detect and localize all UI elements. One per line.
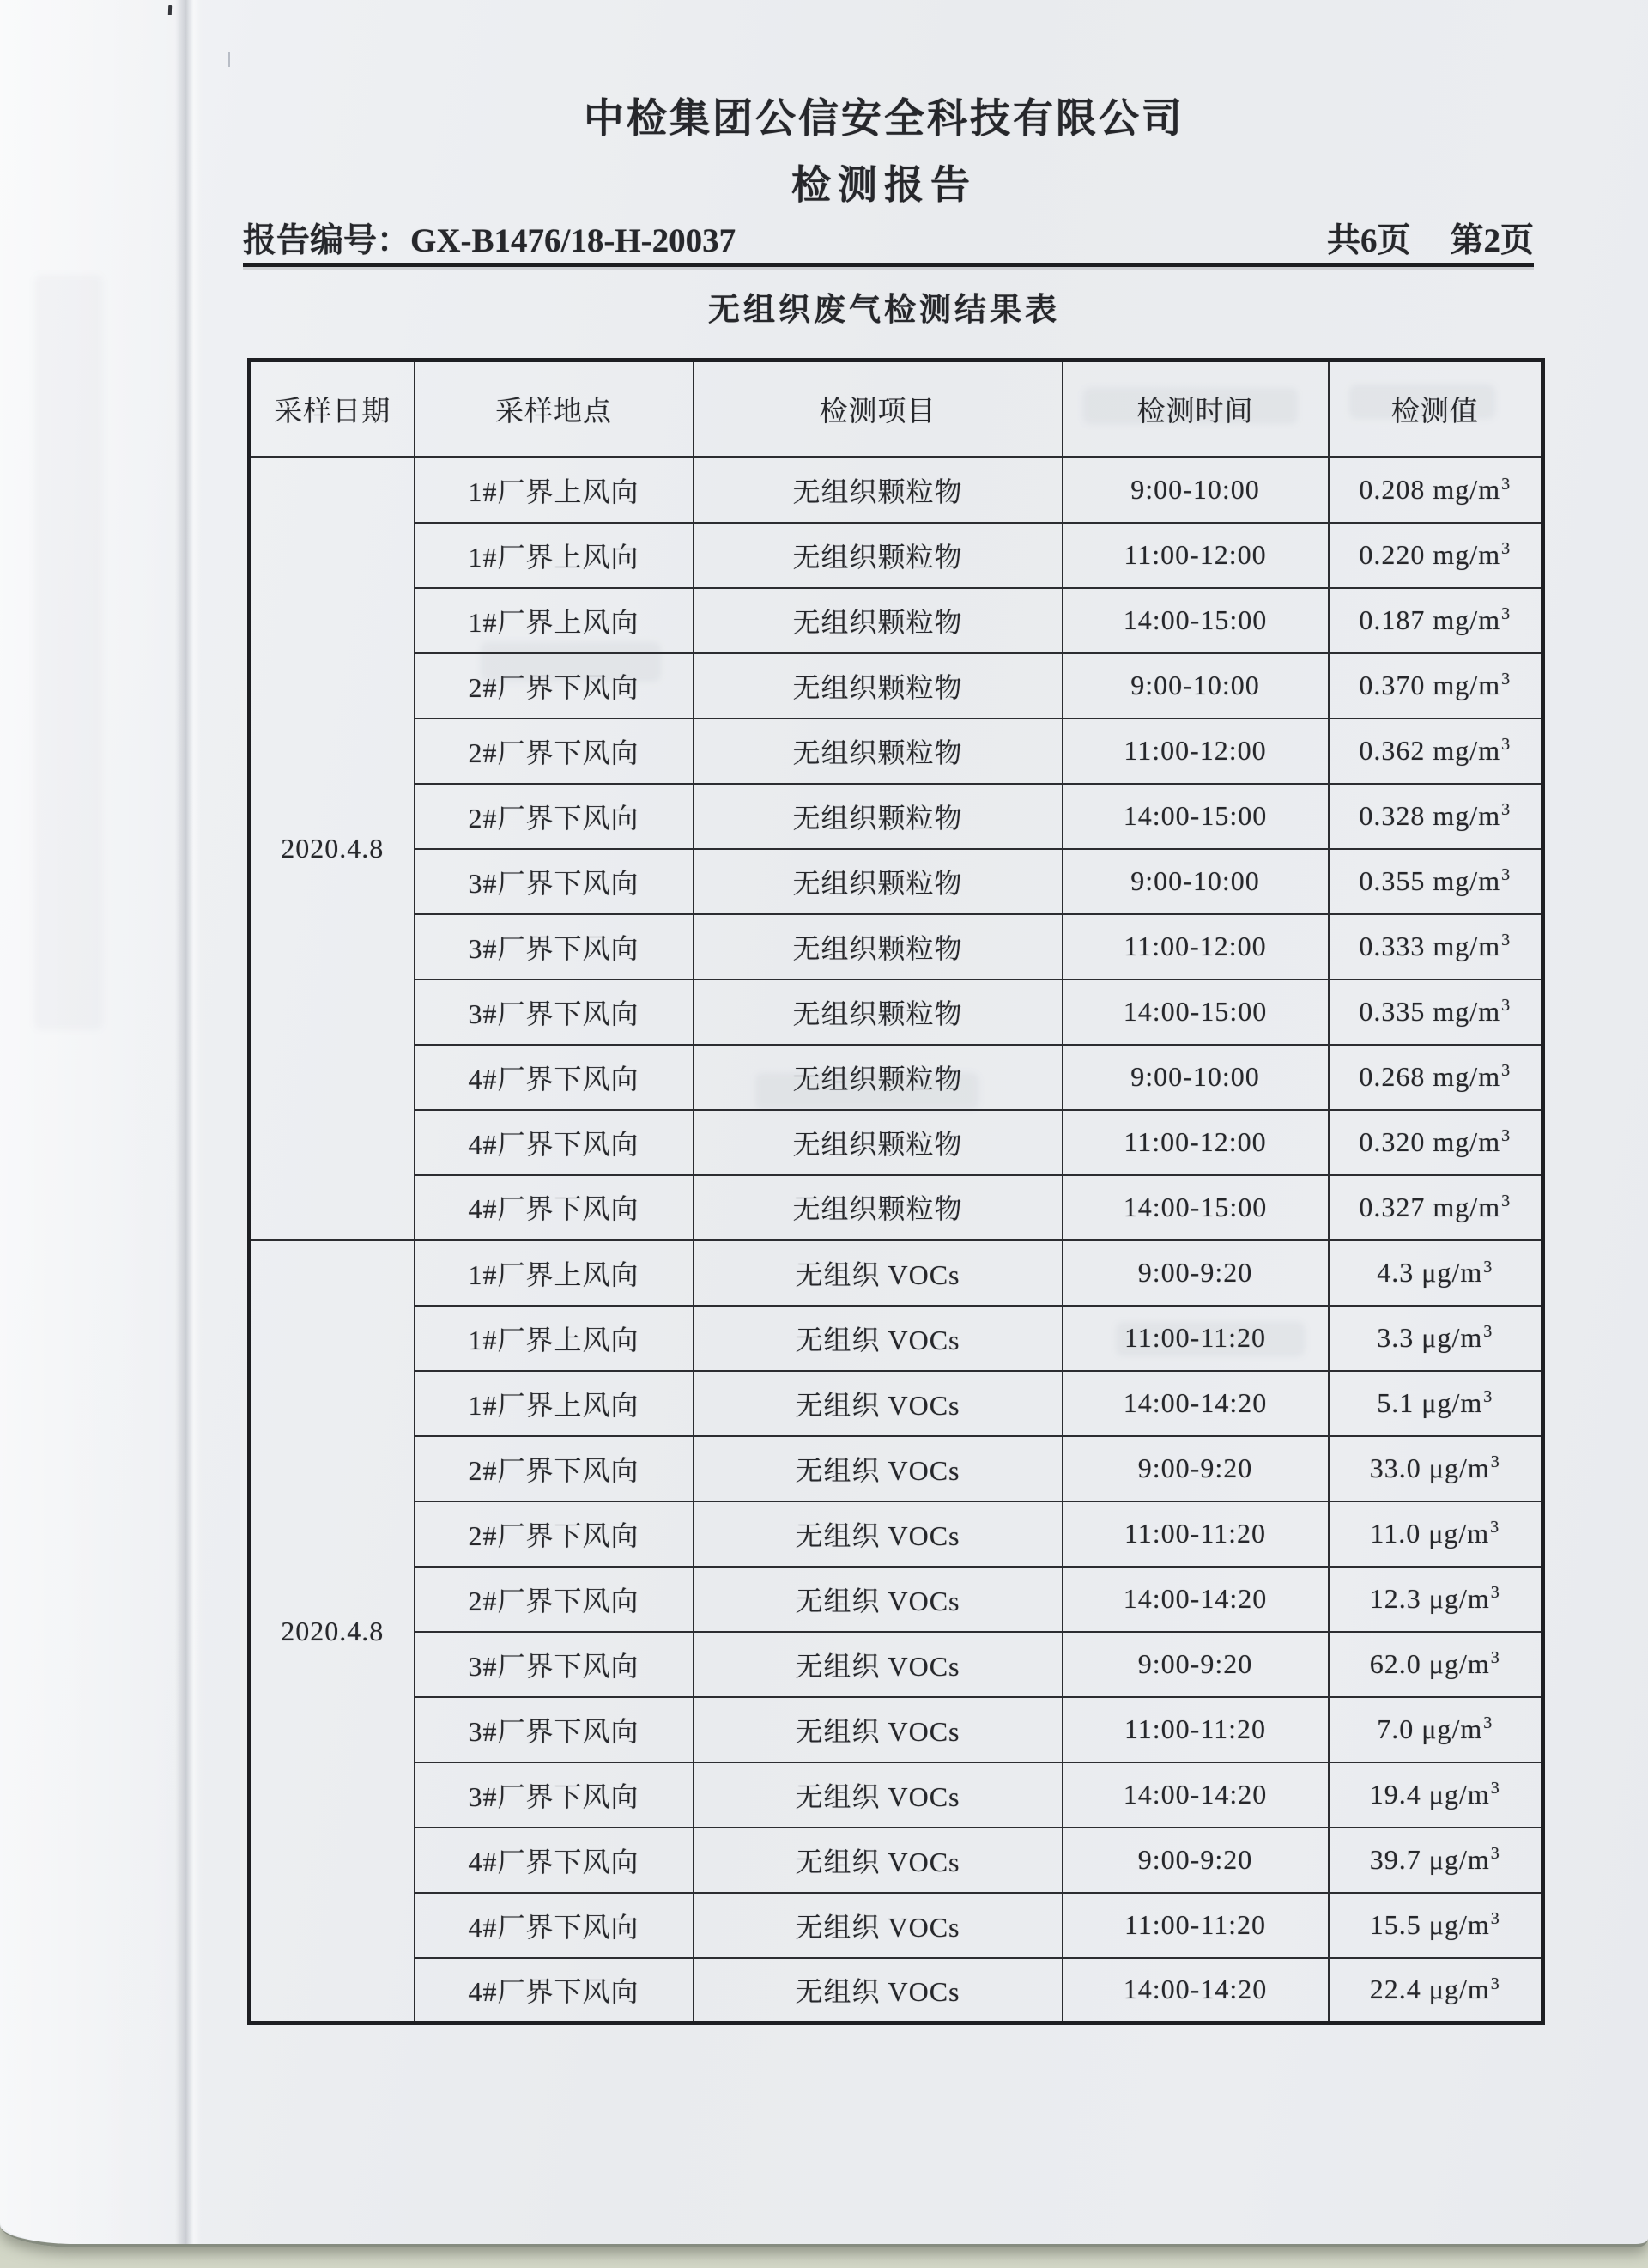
value-cell [1329,1175,1543,1240]
item-cell: 无组织颗粒物 [694,588,1063,653]
table-row [250,1045,1543,1110]
location-cell: 1#厂界上风向 [415,1306,694,1371]
item-cell: 无组织颗粒物 [694,1045,1063,1110]
location-cell: 2#厂界下风向 [415,784,694,849]
time-cell: 9:00-10:00 [1063,849,1329,914]
location-cell: 4#厂界下风向 [415,1045,694,1110]
value-cell [1329,784,1543,849]
value-unit: mg/m [1433,800,1501,831]
time-cell: 11:00-12:00 [1063,914,1329,979]
value-unit-exponent: 3 [1501,670,1512,689]
value-unit: μg/m [1428,1779,1490,1810]
value-number: 0.335 [1359,996,1426,1027]
report-number [243,221,736,261]
value-cell [1329,1371,1543,1436]
table-row [250,1240,1543,1306]
table-row [250,719,1543,784]
value-cell [1329,914,1543,979]
value-unit: mg/m [1433,474,1501,506]
time-cell: 14:00-15:00 [1063,588,1329,653]
table-row [250,1371,1543,1436]
value-number: 33.0 [1369,1452,1421,1483]
value-unit-exponent: 3 [1490,1779,1500,1798]
time-cell: 9:00-10:00 [1063,458,1329,523]
value-cell [1329,1045,1543,1110]
value-number: 22.4 [1369,1974,1421,2005]
table-row [250,1958,1543,2023]
table-row [250,979,1543,1045]
value-cell [1329,1436,1543,1501]
location-cell: 4#厂界下风向 [415,1828,694,1893]
item-cell: 无组织 VOCs [694,1632,1063,1697]
time-cell: 14:00-14:20 [1063,1371,1329,1436]
location-cell: 2#厂界下风向 [415,719,694,784]
pagination-current: 第2页 [1450,222,1534,259]
binding-fold-crease [175,0,201,2244]
value-number: 0.327 [1359,1191,1426,1222]
location-cell: 3#厂界下风向 [415,979,694,1045]
value-cell [1329,1958,1543,2023]
value-unit: mg/m [1433,931,1501,961]
value-number: 4.3 [1377,1257,1415,1289]
scan-artifact-streak [228,52,230,67]
value-unit-exponent: 3 [1483,1257,1494,1277]
location-cell: 2#厂界下风向 [415,1436,694,1501]
value-cell [1329,653,1543,719]
value-unit: μg/m [1421,1257,1483,1289]
item-cell: 无组织颗粒物 [694,849,1063,914]
table-row [250,1632,1543,1697]
value-unit: μg/m [1421,1387,1483,1418]
value-number: 62.0 [1369,1648,1421,1679]
value-unit: μg/m [1421,1713,1483,1744]
report-title: 检测报告 [791,163,977,207]
value-cell [1329,588,1543,653]
value-number: 19.4 [1369,1779,1421,1810]
value-unit: mg/m [1433,996,1501,1027]
table-row [250,458,1543,523]
value-unit-exponent: 3 [1483,1387,1494,1407]
header-row [250,361,1543,458]
table-row [250,1893,1543,1958]
value-unit-exponent: 3 [1501,735,1512,755]
location-cell: 4#厂界下风向 [415,1110,694,1175]
item-cell: 无组织 VOCs [694,1501,1063,1567]
value-unit-exponent: 3 [1490,1648,1500,1668]
pagination-total: 共6页 [1326,222,1411,259]
header-test-item: 检测项目 [694,361,1063,458]
value-cell [1329,1567,1543,1632]
value-number: 5.1 [1377,1387,1415,1418]
location-cell: 2#厂界下风向 [415,1501,694,1567]
value-number: 0.208 [1359,474,1426,506]
location-cell: 4#厂界下风向 [415,1893,694,1958]
value-cell [1329,1306,1543,1371]
item-cell: 无组织 VOCs [694,1240,1063,1306]
item-cell: 无组织颗粒物 [694,719,1063,784]
value-unit: μg/m [1428,1518,1490,1549]
report-number-label: 报告编号： [243,222,411,259]
value-unit-exponent: 3 [1490,1844,1500,1864]
time-cell: 14:00-14:20 [1063,1958,1329,2023]
results-table-header [250,361,1543,458]
value-cell [1329,1632,1543,1697]
sample-date-cell: 2020.4.8 [250,458,415,1240]
value-unit: mg/m [1433,735,1501,766]
value-unit-exponent: 3 [1501,865,1512,885]
time-cell: 9:00-9:20 [1063,1240,1329,1306]
item-cell: 无组织 VOCs [694,1762,1063,1828]
item-cell: 无组织 VOCs [694,1567,1063,1632]
item-cell: 无组织 VOCs [694,1893,1063,1958]
time-cell: 11:00-12:00 [1063,1110,1329,1175]
value-unit-exponent: 3 [1501,604,1512,624]
value-unit: μg/m [1428,1452,1490,1483]
item-cell: 无组织 VOCs [694,1958,1063,2023]
table-row [250,914,1543,979]
value-number: 0.355 [1359,865,1426,896]
value-unit: mg/m [1433,604,1501,635]
table-row [250,1110,1543,1175]
value-unit-exponent: 3 [1501,1192,1512,1211]
table-row [250,1697,1543,1762]
value-unit: mg/m [1433,539,1501,570]
location-cell: 2#厂界下风向 [415,653,694,719]
time-cell: 14:00-15:00 [1063,1175,1329,1240]
pagination [1327,221,1534,261]
time-cell: 14:00-15:00 [1063,979,1329,1045]
time-cell: 11:00-11:20 [1063,1893,1329,1958]
value-number: 0.320 [1359,1126,1426,1157]
item-cell: 无组织 VOCs [694,1371,1063,1436]
time-cell: 9:00-10:00 [1063,1045,1329,1110]
value-number: 39.7 [1369,1844,1421,1875]
time-cell: 9:00-9:20 [1063,1436,1329,1501]
item-cell: 无组织 VOCs [694,1697,1063,1762]
time-cell: 11:00-11:20 [1063,1306,1329,1371]
value-cell [1329,1828,1543,1893]
value-unit-exponent: 3 [1490,1974,1500,1993]
value-cell [1329,849,1543,914]
table-row [250,1567,1543,1632]
value-unit-exponent: 3 [1501,996,1512,1016]
item-cell: 无组织颗粒物 [694,1110,1063,1175]
value-number: 0.268 [1359,1061,1426,1092]
value-number: 11.0 [1370,1518,1421,1549]
time-cell: 11:00-11:20 [1063,1697,1329,1762]
table-row [250,1436,1543,1501]
value-cell [1329,523,1543,588]
item-cell: 无组织 VOCs [694,1828,1063,1893]
location-cell: 3#厂界下风向 [415,1632,694,1697]
item-cell: 无组织颗粒物 [694,653,1063,719]
value-number: 15.5 [1369,1909,1421,1940]
value-unit-exponent: 3 [1501,1126,1512,1146]
report-number-value: GX-B1476/18-H-20037 [410,222,736,259]
value-unit-exponent: 3 [1501,474,1512,494]
time-cell: 9:00-10:00 [1063,653,1329,719]
table-row [250,588,1543,653]
table-row [250,1175,1543,1240]
time-cell: 11:00-12:00 [1063,523,1329,588]
value-unit-exponent: 3 [1483,1713,1494,1733]
location-cell: 1#厂界上风向 [415,588,694,653]
value-unit-exponent: 3 [1501,800,1512,820]
value-number: 0.333 [1359,931,1426,961]
location-cell: 4#厂界下风向 [415,1958,694,2023]
value-number: 0.187 [1359,604,1426,635]
value-unit: μg/m [1428,1974,1490,2005]
location-cell: 1#厂界上风向 [415,523,694,588]
time-cell: 11:00-11:20 [1063,1501,1329,1567]
table-title: 无组织废气检测结果表 [708,293,1060,328]
header-sample-location: 采样地点 [415,361,694,458]
value-number: 12.3 [1369,1583,1421,1614]
value-unit: mg/m [1433,1126,1501,1157]
location-cell: 3#厂界下风向 [415,849,694,914]
item-cell: 无组织颗粒物 [694,458,1063,523]
value-unit: mg/m [1433,1191,1501,1222]
scan-artifact-mark [168,5,172,15]
value-number: 0.220 [1359,539,1426,570]
value-unit: μg/m [1428,1909,1490,1940]
value-cell [1329,1762,1543,1828]
time-cell: 14:00-14:20 [1063,1762,1329,1828]
location-cell: 3#厂界下风向 [415,914,694,979]
time-cell: 9:00-9:20 [1063,1828,1329,1893]
value-unit-exponent: 3 [1501,539,1512,559]
table-row [250,1501,1543,1567]
table-row [250,1306,1543,1371]
item-cell: 无组织颗粒物 [694,523,1063,588]
value-unit: mg/m [1433,1061,1501,1092]
value-cell [1329,1110,1543,1175]
value-unit: μg/m [1428,1844,1490,1875]
header-test-time: 检测时间 [1063,361,1329,458]
value-number: 0.370 [1359,670,1426,700]
results-table-body [250,458,1543,2023]
value-cell [1329,979,1543,1045]
location-cell: 3#厂界下风向 [415,1762,694,1828]
value-unit: mg/m [1433,670,1501,700]
value-cell [1329,1240,1543,1306]
time-cell: 14:00-14:20 [1063,1567,1329,1632]
value-unit-exponent: 3 [1490,1518,1500,1537]
location-cell: 1#厂界上风向 [415,1371,694,1436]
value-cell [1329,719,1543,784]
item-cell: 无组织颗粒物 [694,1175,1063,1240]
header-divider-rule [243,263,1534,267]
time-cell: 9:00-9:20 [1063,1632,1329,1697]
table-row [250,653,1543,719]
value-unit: mg/m [1433,865,1501,896]
table-row [250,849,1543,914]
header-sample-date: 采样日期 [250,361,415,458]
value-unit-exponent: 3 [1490,1583,1500,1603]
location-cell: 1#厂界上风向 [415,458,694,523]
value-cell [1329,1501,1543,1567]
value-number: 3.3 [1377,1322,1415,1353]
time-cell: 14:00-15:00 [1063,784,1329,849]
table-row [250,1828,1543,1893]
item-cell: 无组织颗粒物 [694,784,1063,849]
value-unit: μg/m [1428,1583,1490,1614]
value-cell [1329,458,1543,523]
item-cell: 无组织颗粒物 [694,914,1063,979]
table-row [250,1762,1543,1828]
results-table [247,358,1545,2025]
location-cell: 4#厂界下风向 [415,1175,694,1240]
report-meta-row [243,221,1534,261]
table-row [250,784,1543,849]
item-cell: 无组织 VOCs [694,1436,1063,1501]
value-unit-exponent: 3 [1490,1909,1500,1929]
value-unit-exponent: 3 [1501,1061,1512,1081]
value-number: 0.362 [1359,735,1426,766]
item-cell: 无组织颗粒物 [694,979,1063,1045]
table-row [250,523,1543,588]
location-cell: 2#厂界下风向 [415,1567,694,1632]
item-cell: 无组织 VOCs [694,1306,1063,1371]
value-unit-exponent: 3 [1483,1322,1494,1342]
location-cell: 1#厂界上风向 [415,1240,694,1306]
value-unit: μg/m [1421,1322,1483,1353]
value-number: 0.328 [1359,800,1426,831]
location-cell: 3#厂界下风向 [415,1697,694,1762]
value-unit-exponent: 3 [1501,931,1512,950]
sample-date-cell: 2020.4.8 [250,1240,415,2023]
ink-bleed-smudge [34,275,103,1030]
value-number: 7.0 [1377,1713,1415,1744]
company-name: 中检集团公信安全科技有限公司 [584,97,1184,142]
value-unit-exponent: 3 [1490,1452,1500,1472]
value-unit: μg/m [1428,1648,1490,1679]
value-cell [1329,1893,1543,1958]
time-cell: 11:00-12:00 [1063,719,1329,784]
header-test-value: 检测值 [1329,361,1543,458]
value-cell [1329,1697,1543,1762]
